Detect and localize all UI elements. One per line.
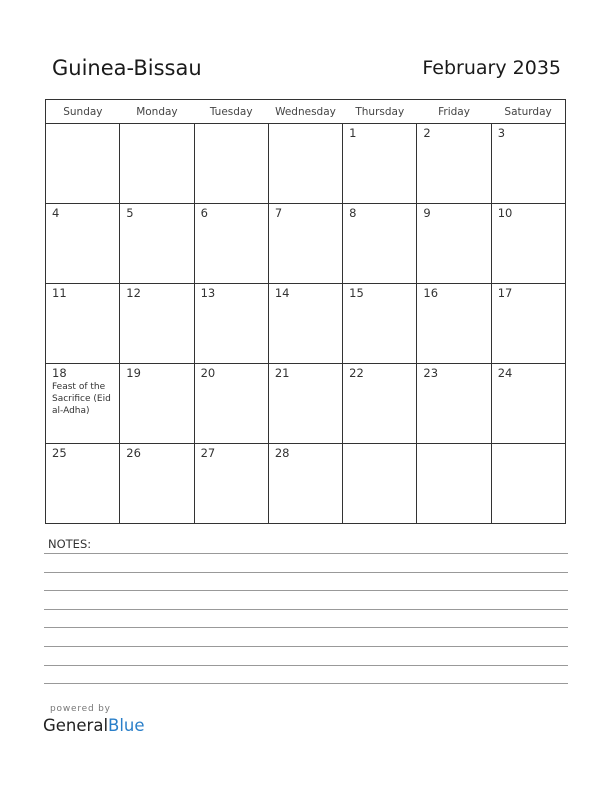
powered-by-text: powered by — [50, 704, 111, 714]
day-number: 12 — [126, 286, 141, 300]
day-number: 26 — [126, 446, 141, 460]
calendar-week-row — [46, 444, 566, 524]
weekday-header: Friday — [417, 100, 491, 124]
day-number: 5 — [126, 206, 134, 220]
brand-part-blue: Blue — [108, 716, 145, 735]
day-number: 4 — [52, 206, 60, 220]
calendar-day-cell — [491, 204, 565, 284]
weekday-header: Saturday — [491, 100, 565, 124]
calendar-month-title: February 2035 — [422, 57, 561, 79]
day-number: 21 — [274, 366, 290, 380]
calendar-day-cell — [343, 204, 417, 284]
calendar-day-cell — [417, 124, 491, 204]
holiday-label: Feast of the Sacrifice (Eid al-Adha) — [52, 382, 111, 416]
calendar-day-cell — [46, 364, 120, 444]
calendar-week-row — [46, 284, 566, 364]
calendar-weeks — [46, 124, 566, 524]
calendar-day-cell — [491, 364, 565, 444]
calendar-day-cell — [46, 444, 120, 524]
calendar-day-cell — [194, 124, 268, 204]
note-line — [44, 627, 568, 628]
day-number: 27 — [200, 446, 216, 460]
calendar-day-cell — [194, 284, 268, 364]
day-number: 3 — [497, 126, 506, 140]
note-line — [44, 646, 568, 647]
calendar-day-cell — [491, 284, 565, 364]
note-line — [44, 590, 568, 591]
day-number: 20 — [200, 366, 216, 380]
calendar-day-cell — [194, 364, 268, 444]
calendar-day-cell — [120, 444, 194, 524]
day-number: 8 — [349, 206, 357, 220]
calendar-day-cell — [120, 124, 194, 204]
generalblue-logo — [43, 716, 145, 735]
calendar-day-cell — [343, 444, 417, 524]
day-number: 13 — [200, 286, 216, 300]
day-number: 19 — [126, 366, 141, 380]
day-number: 11 — [52, 286, 67, 300]
calendar-day-cell — [491, 444, 565, 524]
calendar-day-cell — [417, 204, 491, 284]
day-number: 14 — [274, 286, 290, 300]
calendar-day-cell — [343, 124, 417, 204]
day-number: 23 — [423, 366, 439, 380]
day-number: 7 — [274, 206, 283, 220]
calendar-day-cell — [268, 444, 342, 524]
calendar-day-cell — [194, 204, 268, 284]
day-number: 15 — [349, 286, 364, 300]
calendar-day-cell — [46, 284, 120, 364]
calendar-day-cell — [417, 364, 491, 444]
brand-part-general: General — [43, 716, 109, 735]
calendar-day-cell — [268, 124, 342, 204]
day-number: 6 — [200, 206, 208, 220]
calendar-day-cell — [46, 204, 120, 284]
day-number: 25 — [52, 446, 67, 460]
day-number: 9 — [423, 206, 431, 220]
calendar-day-cell — [120, 364, 194, 444]
note-line — [44, 572, 568, 573]
notes-label: NOTES: — [48, 537, 92, 551]
calendar-day-cell — [120, 284, 194, 364]
note-line — [44, 609, 568, 610]
calendar-day-cell — [268, 204, 342, 284]
weekday-header-row — [46, 100, 566, 124]
note-line — [44, 553, 568, 554]
calendar-day-cell — [417, 284, 491, 364]
weekday-header: Sunday — [46, 100, 120, 124]
calendar-week-row — [46, 124, 566, 204]
day-number: 16 — [423, 286, 439, 300]
day-number: 18 — [52, 366, 67, 380]
calendar-day-cell — [343, 364, 417, 444]
calendar-country-title: Guinea-Bissau — [52, 56, 202, 80]
note-line — [44, 665, 568, 666]
day-number: 10 — [497, 206, 513, 220]
note-line — [44, 683, 568, 684]
day-number: 24 — [497, 366, 513, 380]
weekday-header: Thursday — [343, 100, 417, 124]
calendar-week-row — [46, 364, 566, 444]
weekday-header: Monday — [120, 100, 194, 124]
calendar-day-cell — [417, 444, 491, 524]
calendar-day-cell — [268, 364, 342, 444]
calendar-week-row — [46, 204, 566, 284]
calendar-day-cell — [120, 204, 194, 284]
calendar-day-cell — [491, 124, 565, 204]
day-number: 28 — [274, 446, 290, 460]
calendar-day-cell — [194, 444, 268, 524]
calendar-grid — [45, 99, 566, 524]
calendar-day-cell — [343, 284, 417, 364]
day-number: 17 — [497, 286, 513, 300]
day-number: 1 — [349, 126, 357, 140]
calendar-day-cell — [268, 284, 342, 364]
calendar-day-cell — [46, 124, 120, 204]
weekday-header: Wednesday — [268, 100, 342, 124]
day-number: 22 — [349, 366, 364, 380]
day-number: 2 — [423, 126, 431, 140]
weekday-header: Tuesday — [194, 100, 268, 124]
